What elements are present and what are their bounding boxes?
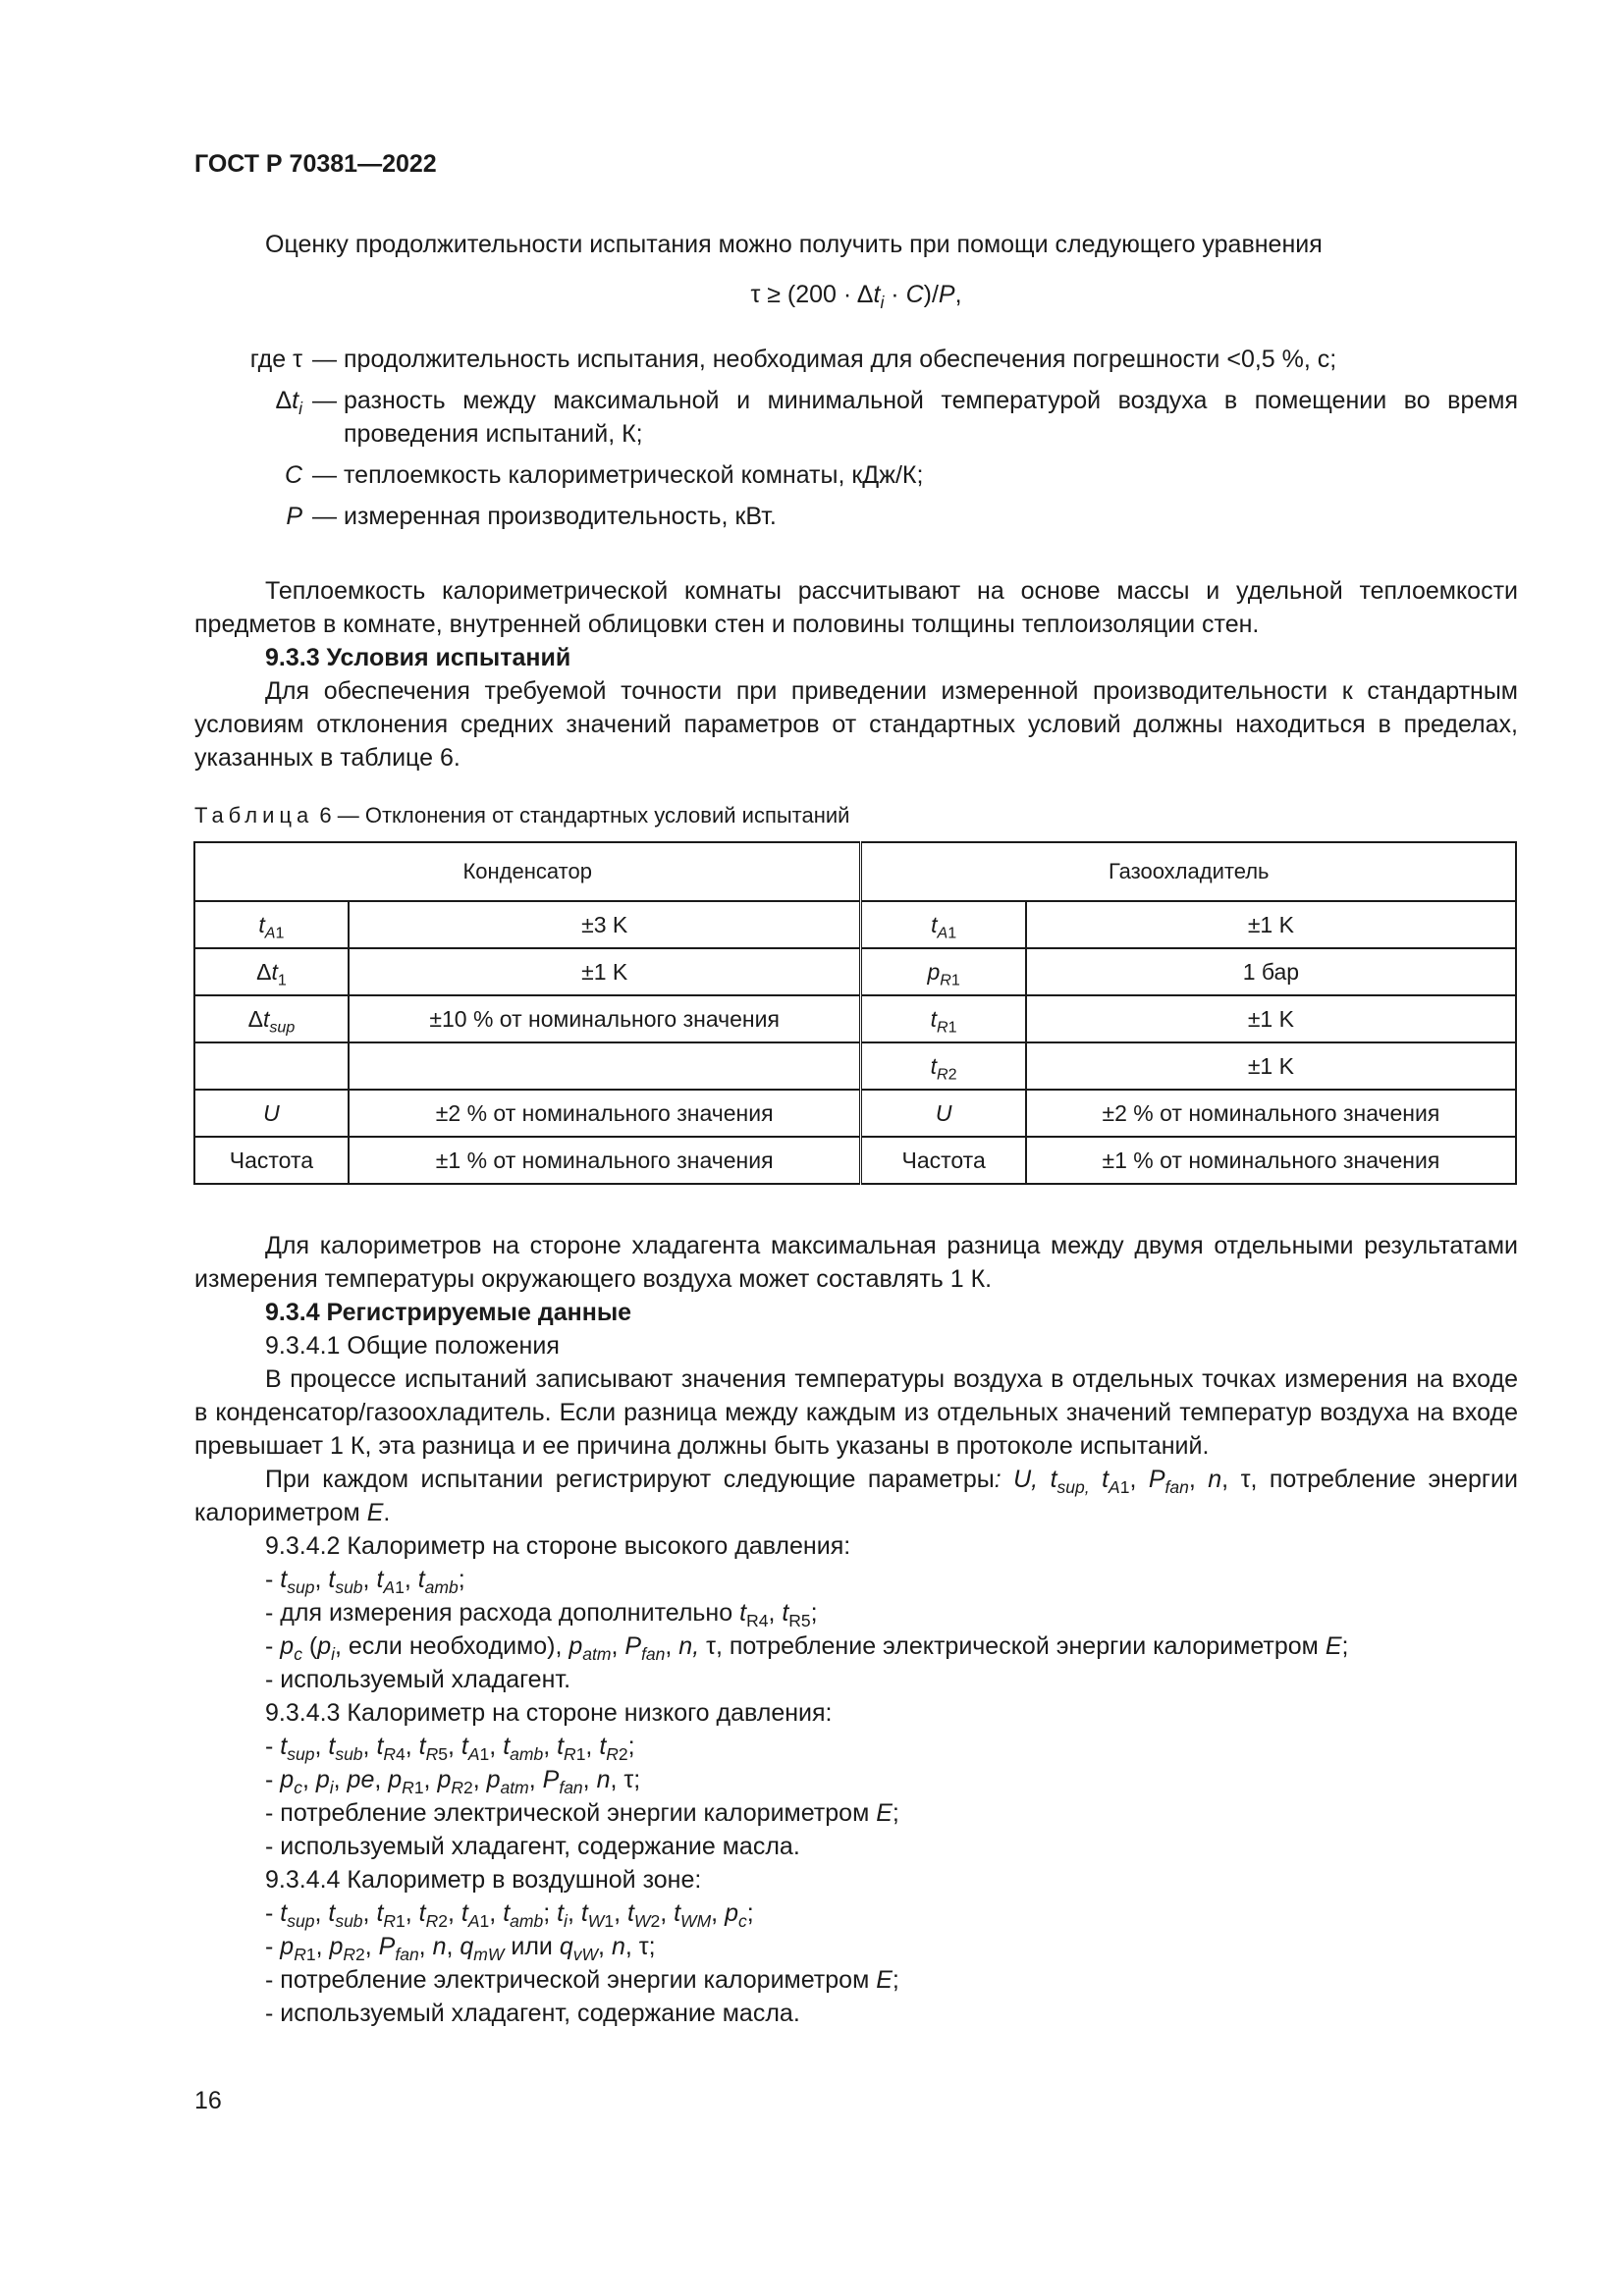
list-9-3-4-3	[194, 1696, 1518, 1863]
formula: $\tau \ge (200 \cdot \Delta t_i \cdot C)/P$,	[750, 281, 962, 312]
where-symbol: где τ	[249, 346, 302, 373]
list-item: - $t_{sup}$, $t_{sub}$, $t_{A1}$, $t_{amb}$;	[265, 1566, 465, 1597]
params-paragraph: При каждом испытании регистрируют следующие параметры: U, $t_{sup,}$ $t_{A1}$, $P_{fan}$, n, τ, потребление энергии калориметром E.	[194, 1466, 1518, 1526]
list-item: - потребление электрической энергии калориметром E;	[265, 1799, 899, 1827]
table-cell: ±2 % от номинального значения	[349, 1090, 861, 1137]
page-number: 16	[194, 2087, 222, 2114]
list-item: - используемый хладагент.	[265, 1666, 571, 1693]
table-cell-symbol: $t_{A1}$	[861, 901, 1026, 948]
document-header: ГОСТ Р 70381—2022	[194, 150, 437, 178]
list-item: - для измерения расхода дополнительно $t_{R4}$, $t_{R5}$;	[265, 1599, 818, 1630]
list-item: - $t_{sup}$, $t_{sub}$, $t_{R1}$, $t_{R2}$, $t_{A1}$, $t_{amb}$; $t_i$, $t_{W1}$, $t_{W2}$, $t_{WM}$, $p_c$;	[265, 1899, 754, 1931]
table-cell-symbol	[194, 1042, 349, 1090]
list-item: - $p_c$ ($p_i$, если необходимо), $p_{atm}$, $P_{fan}$, n, τ, потребление электрической энергии калориметром E;	[265, 1632, 1349, 1664]
table-row	[194, 1090, 1516, 1137]
table-row	[194, 995, 1516, 1042]
deviation-table	[193, 841, 1517, 1185]
table-cell-symbol: Частота	[194, 1137, 349, 1184]
table-cell: ±1 K	[1026, 995, 1516, 1042]
where-text: теплоемкость калориметрической комнаты, кДж/К;	[344, 461, 924, 489]
table-cell-symbol: U	[194, 1090, 349, 1137]
table-cell: ±1 K	[349, 948, 861, 995]
table-cell-symbol: $\Delta t_1$	[194, 948, 349, 995]
section-9-3-3	[194, 574, 1518, 774]
where-item: где τ — продолжительность испытания, необходимая для обеспечения погрешности <0,5 %, с;	[170, 343, 1518, 376]
section-heading: 9.3.4 Регистрируемые данные	[265, 1299, 632, 1326]
where-symbol: P	[286, 503, 302, 530]
list-9-3-4-2	[194, 1529, 1518, 1696]
table-row	[194, 1042, 1516, 1090]
table-cell: 1 бар	[1026, 948, 1516, 995]
list-item: - $p_c$, $p_i$, pe, $p_{R1}$, $p_{R2}$, $p_{atm}$, $P_{fan}$, n, τ;	[265, 1766, 641, 1797]
list-item: - $p_{R1}$, $p_{R2}$, $P_{fan}$, n, $q_{mW}$ или $q_{vW}$, n, τ;	[265, 1933, 656, 1964]
list-item: - потребление электрической энергии калориметром E;	[265, 1966, 899, 1994]
table-cell: ±1 K	[1026, 1042, 1516, 1090]
where-item: P — измеренная производительность, кВт.	[170, 500, 1518, 533]
table-cell: ±10 % от номинального значения	[349, 995, 861, 1042]
table-row	[194, 1137, 1516, 1184]
table-row	[194, 901, 1516, 948]
intro-text: Оценку продолжительности испытания можно получить при помощи следующего уравнения	[265, 231, 1323, 258]
table-cell-symbol: Частота	[861, 1137, 1026, 1184]
where-list	[170, 343, 1518, 533]
intro-paragraph	[194, 228, 1518, 261]
section-9-3-4	[194, 1229, 1518, 2030]
subsection-heading: 9.3.4.4 Калориметр в воздушной зоне:	[265, 1866, 702, 1894]
where-item: C — теплоемкость калориметрической комнаты, кДж/К;	[170, 458, 1518, 492]
list-item: - используемый хладагент, содержание масла.	[265, 2000, 800, 2027]
subsection-heading: 9.3.4.2 Калориметр на стороне высокого давления:	[265, 1532, 851, 1560]
list-9-3-4-4	[194, 1863, 1518, 2030]
where-text: измеренная производительность, кВт.	[344, 503, 777, 530]
table-cell-symbol: U	[861, 1090, 1026, 1137]
table-cell-symbol: $t_{R1}$	[861, 995, 1026, 1042]
list-item: - $t_{sup}$, $t_{sub}$, $t_{R4}$, $t_{R5}$, $t_{A1}$, $t_{amb}$, $t_{R1}$, $t_{R2}$;	[265, 1733, 635, 1764]
table-cell-symbol: $t_{R2}$	[861, 1042, 1026, 1090]
conditions-paragraph: Для обеспечения требуемой точности при приведении измеренной производительности к стандартным условиям отклонения средних значений параметров от стандартных условий должны находиться в пределах, указанных в таблице 6.	[194, 677, 1518, 772]
where-symbol: C	[284, 461, 302, 489]
table-cell: ±1 % от номинального значения	[1026, 1137, 1516, 1184]
heat-capacity-paragraph: Теплоемкость калориметрической комнаты рассчитывают на основе массы и удельной теплоемкости предметов в комнате, внутренней облицовки стен и половины толщины теплоизоляции стен.	[194, 577, 1518, 638]
table-cell: ±3 K	[349, 901, 861, 948]
section-heading: 9.3.3 Условия испытаний	[265, 644, 571, 671]
table-caption: Таблица 6 — Отклонения от стандартных условий испытаний	[194, 803, 850, 828]
table-cell-symbol: $\Delta t_{sup}$	[194, 995, 349, 1042]
table-cell	[349, 1042, 861, 1090]
subsection-heading: 9.3.4.3 Калориметр на стороне низкого давления:	[265, 1699, 833, 1727]
column-header: Газоохладитель	[861, 842, 1516, 901]
where-text: разность между максимальной и минимальной температурой воздуха в помещении во время проведения испытаний, К;	[344, 387, 1518, 448]
table-row	[194, 948, 1516, 995]
table-cell-symbol: $t_{A1}$	[194, 901, 349, 948]
table-cell: ±1 % от номинального значения	[349, 1137, 861, 1184]
where-symbol: $\Delta t_i$	[275, 387, 302, 418]
list-item: - используемый хладагент, содержание масла.	[265, 1833, 800, 1860]
calorimeter-paragraph: Для калориметров на стороне хладагента максимальная разница между двумя отдельными результатами измерения температуры окружающего воздуха может составлять 1 К.	[194, 1232, 1518, 1293]
where-text: продолжительность испытания, необходимая для обеспечения погрешности <0,5 %, с;	[344, 346, 1337, 373]
table-cell: ±2 % от номинального значения	[1026, 1090, 1516, 1137]
table-cell-symbol: $p_{R1}$	[861, 948, 1026, 995]
general-paragraph: В процессе испытаний записывают значения температуры воздуха в отдельных точках измерения на входе в конденсатор/газоохладитель. Если разница между каждым из отдельных значений температур воздуха на входе превышает 1 К, эта разница и ее причина должны быть указаны в протоколе испытаний.	[194, 1365, 1518, 1460]
where-item: $\Delta t_i$ — разность между максимальной и минимальной температурой воздуха в помещении во время проведения испытаний, К;	[170, 384, 1518, 451]
subsection-heading: 9.3.4.1 Общие положения	[265, 1332, 560, 1360]
table-header-row	[194, 842, 1516, 901]
column-header: Конденсатор	[194, 842, 861, 901]
table-cell: ±1 K	[1026, 901, 1516, 948]
